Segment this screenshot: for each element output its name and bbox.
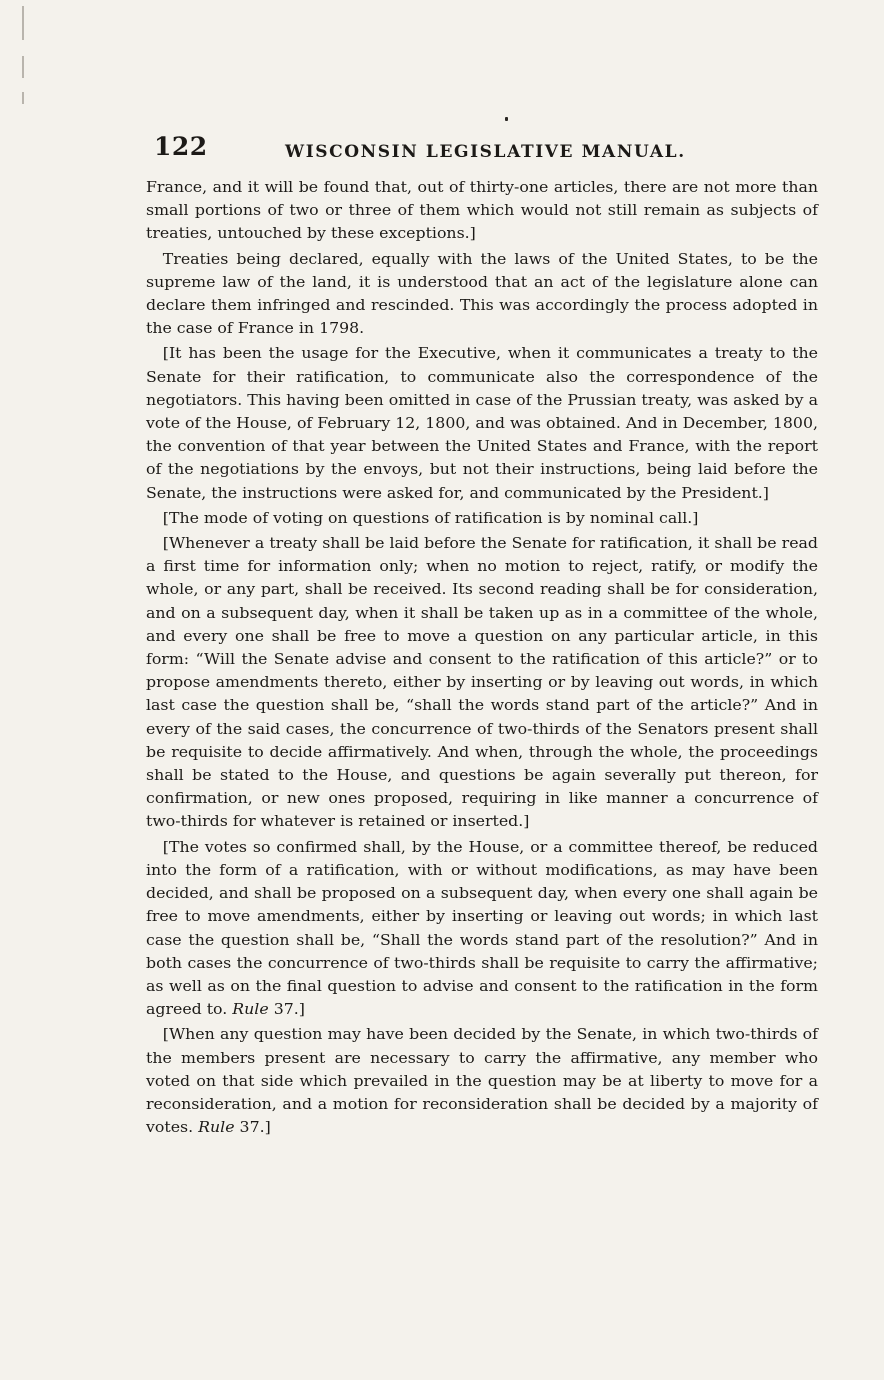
paragraph-text: [The votes so confirmed shall, by the House, or a committee thereof, be reduced into the form of a ratification, with or without modifications, as may have been decided, and shall be proposed on a subsequent day, when every one shall again be free to move amendments, either by inserting or leaving out words; in which last case the question shall be, “Shall the words stand part of the resolution?” And in both cases the concurrence of two-thirds shall be requisite to carry the affirmative; as well as on the final question to advise and consent to the ratification in the form agreed to.	[146, 837, 819, 1019]
paragraph-executive-usage	[146, 342, 818, 504]
paragraph-text: Treaties being declared, equally with the laws of the United States, to be the supreme law of the land, it is understood that an act of the legislature alone can declare them infringed and rescinded. This was accordingly the process adopted in the case of France in 1798.	[146, 249, 819, 338]
page-header	[140, 128, 788, 168]
page-number: 122	[154, 132, 208, 161]
paragraph-text: France, and it will be found that, out of thirty-one articles, there are not more than small portions of two or three of them which would not still remain as subjects of treaties, untouched by these exceptions.]	[146, 178, 818, 243]
scan-edge-mark	[22, 6, 24, 40]
paragraph-text: [When any question may have been decided by the Senate, in which two-thirds of the members present are necessary to carry the affirmative, any member who voted on that side which prevailed in the question may be at liberty to move for a reconsideration, and a motion for reconsideration shall be decided by a majority of votes.	[146, 1025, 819, 1137]
paragraph-treaties	[146, 248, 818, 341]
ink-speck	[505, 117, 508, 121]
book-page	[140, 128, 819, 1137]
paragraph-text: [It has been the usage for the Executive, when it communicates a treaty to the Senate for their ratification, to communicate also the correspondence of the negotiators. This having been omitted in case of the Prussian treaty, was asked by a vote of the House, of February 12, 1800, and was obtained. And in December, 1800, the convention of that year between the United States and France, with the report of the negotiations by the envoys, but not their instructions, being laid before the Senate, the instructions were asked for, and communicated by the President.]	[146, 344, 819, 502]
scan-edge-mark	[22, 92, 24, 104]
paragraph-text: [Whenever a treaty shall be laid before the Senate for ratification, it shall be read a first time for information only; when no motion to reject, ratify, or modify the whole, or any part, shall be received. Its second reading shall be for consideration, and on a subsequent day, when it shall be taken up as in a committee of the whole, and every one shall be free to move a question on any particular article, in this form: “Will the Senate advise and consent to the ratification of this article?” or to propose amendments thereto, either by inserting or by leaving out words, in which last case the question shall be, “shall the words stand part of the article?” And in every of the said cases, the concurrence of two-thirds of the Senators present shall be requisite to decide affirmatively. And when, through the whole, the proceedings shall be stated to the House, and questions be again severally put thereon, for confirmation, or new ones proposed, requiring in like manner a concurrence of two-thirds for whatever is retained or inserted.]	[146, 534, 819, 831]
paragraph-ratification-procedure	[146, 532, 818, 834]
rule-reference: Rule	[198, 1118, 235, 1137]
rule-reference: Rule	[232, 1000, 269, 1019]
paragraph-text: [The mode of voting on questions of ratification is by nominal call.]	[162, 508, 699, 527]
paragraph-continuation	[146, 176, 818, 246]
rule-number: 37.]	[273, 1000, 305, 1019]
scan-edge-mark	[22, 56, 24, 78]
running-title: WISCONSIN LEGISLATIVE MANUAL.	[285, 142, 686, 162]
rule-number: 37.]	[239, 1118, 271, 1137]
paragraph-voting-mode	[146, 507, 818, 530]
paragraph-votes-confirmed	[146, 836, 818, 1022]
paragraph-reconsideration	[146, 1023, 818, 1139]
page-body	[146, 176, 818, 1141]
